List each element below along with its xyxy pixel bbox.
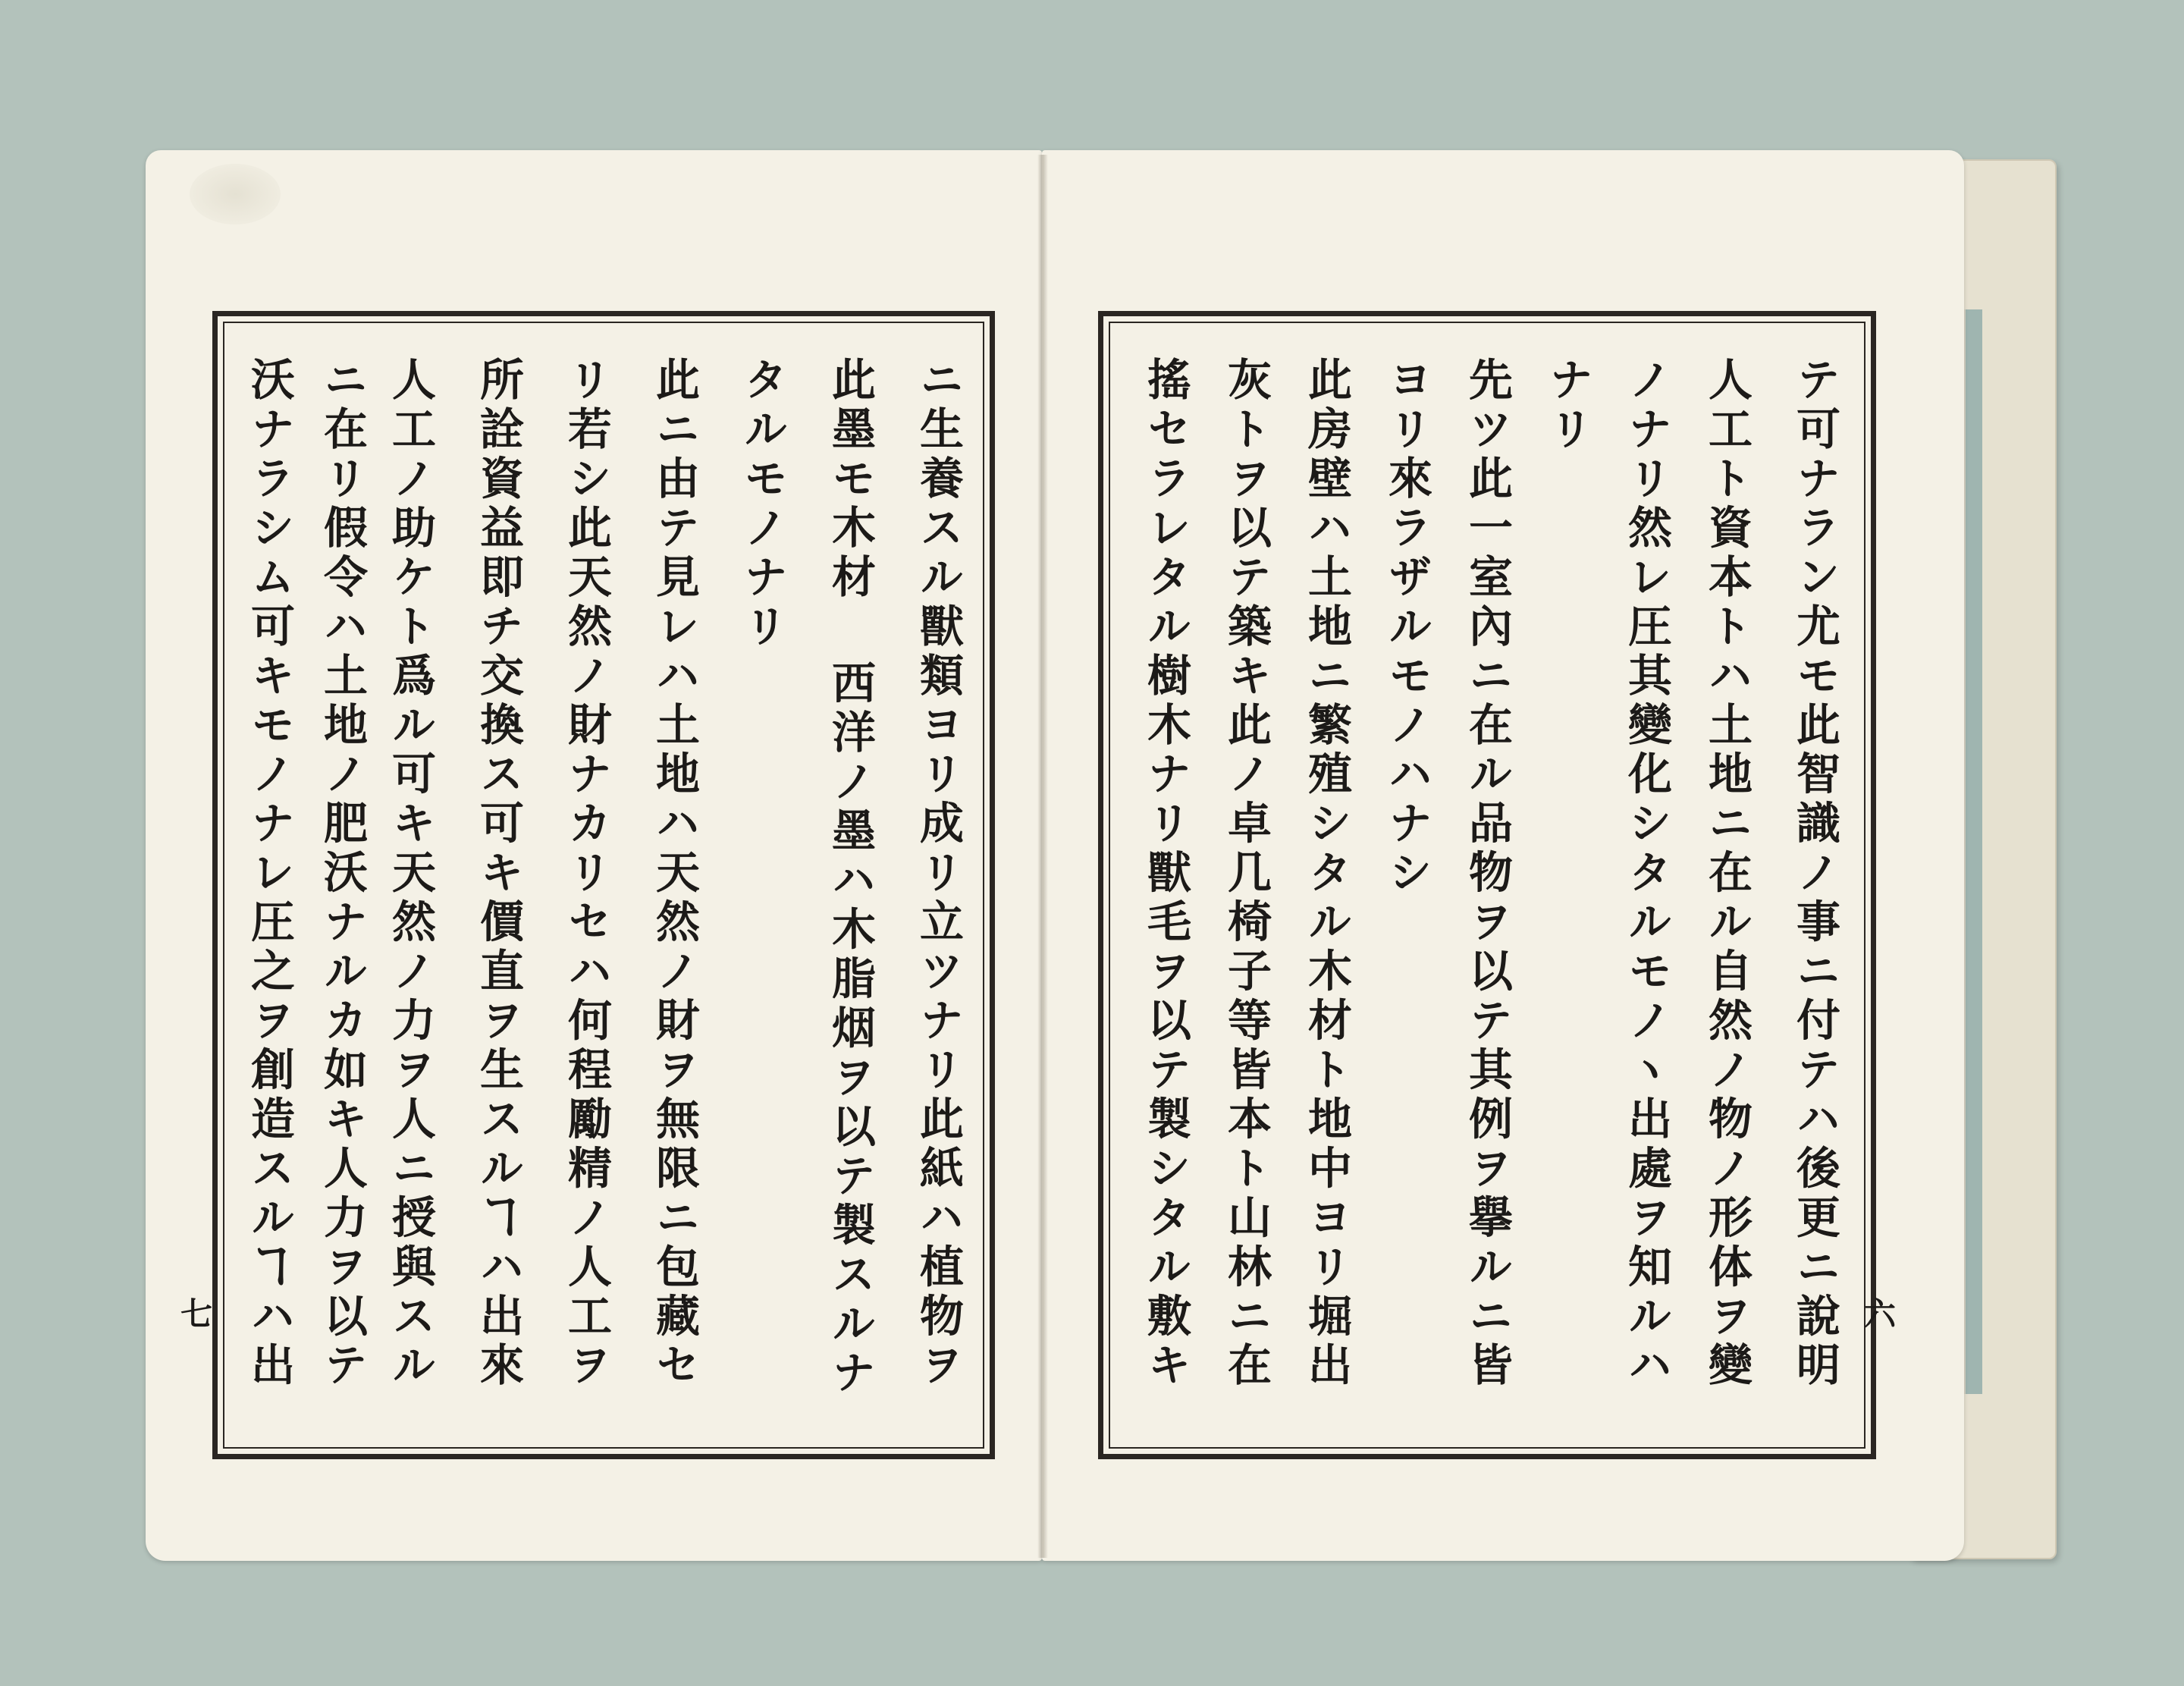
right-text-column: 灰トヲ以テ築キ此ノ卓几椅子等皆本ト山林ニ在 xyxy=(1220,356,1272,1392)
left-text-column: 此墨モ木材 西洋ノ墨ハ木脂烟ヲ以テ製スルナ xyxy=(824,356,876,1399)
right-text-column: 先ツ此一室內ニ在ル品物ヲ以テ其例ヲ擧ルニ皆 xyxy=(1461,356,1513,1392)
right-text-column: ヨリ來ラザルモノハナシ xyxy=(1381,356,1432,899)
left-text-column: ニ生養スル獸類ヨリ成リ立ツナリ此紙ハ植物ヲ xyxy=(912,356,964,1392)
right-text-column: 此房壁ハ土地ニ繁殖シタル木材ト地中ヨリ堀出 xyxy=(1301,356,1352,1392)
right-text-column: ナリ xyxy=(1542,356,1593,455)
right-text-column: 搖セラレタル樹木ナリ獸毛ヲ以テ製シタル敷キ xyxy=(1140,356,1191,1392)
left-text-column: タルモノナリ xyxy=(736,356,788,652)
left-text-column: 此ニ由テ見レハ土地ハ天然ノ財ヲ無限ニ包藏セ xyxy=(648,356,700,1392)
right-text-column: テ可ナラン尤モ此智識ノ事ニ付テハ後更ニ說明 xyxy=(1789,356,1840,1392)
right-text-column: 人工ト資本トハ土地ニ在ル自然ノ物ノ形体ヲ變 xyxy=(1701,356,1753,1392)
left-text-column: ニ在リ假令ハ土地ノ肥沃ナルカ如キ人力ヲ以テ xyxy=(316,356,368,1392)
left-text-column: リ若シ此天然ノ財ナカリセハ何程勵精ノ人工ヲ xyxy=(560,356,612,1392)
page-number-left: 七 xyxy=(180,1295,213,1333)
book-edge-band xyxy=(1963,309,1982,1394)
paper-stain xyxy=(190,164,281,224)
page-number-right: 六 xyxy=(1864,1295,1897,1333)
book-gutter xyxy=(1037,155,1048,1558)
left-text-column: 人工ノ助ケト爲ル可キ天然ノ力ヲ人ニ授與スル xyxy=(384,356,436,1392)
left-text-column: 所詮資益即チ交換ス可キ價直ヲ生スルヿハ出來 xyxy=(472,356,524,1392)
left-text-column: 沃ナラシム可キモノナレ圧之ヲ創造スルヿハ出 xyxy=(243,356,295,1392)
right-text-column: ノナリ然レ圧其變化シタルモノヽ出處ヲ知ルハ xyxy=(1621,356,1672,1392)
